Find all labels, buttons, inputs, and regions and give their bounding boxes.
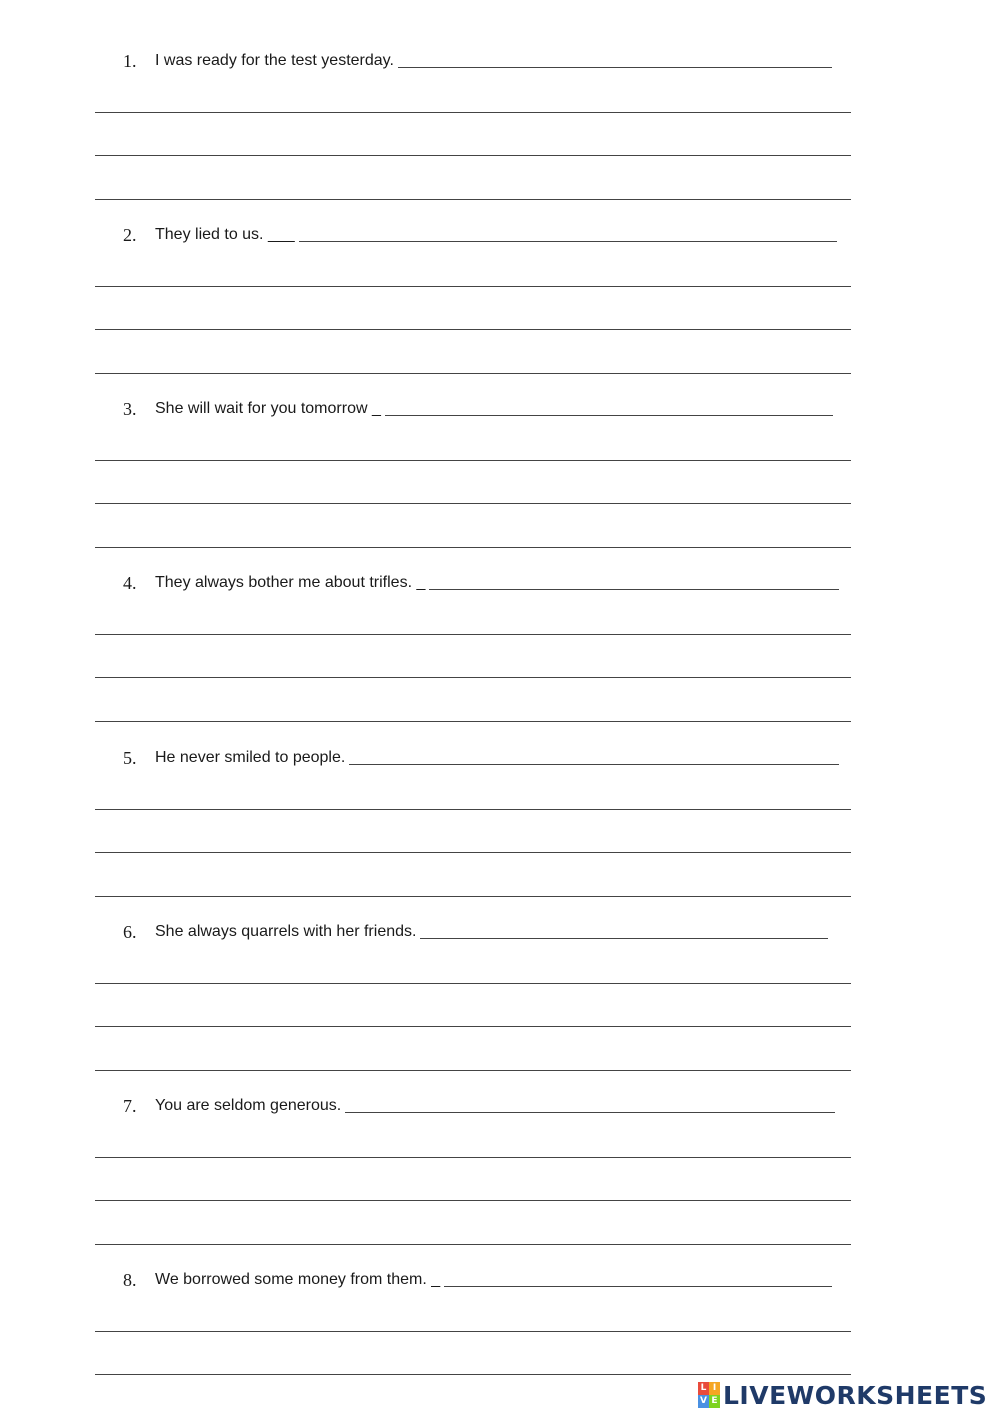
question-6	[0, 871, 1000, 1045]
question-line	[123, 570, 839, 594]
question-prompt: They always bother me about trifles. _	[155, 574, 426, 591]
answer-line[interactable]	[95, 286, 851, 287]
answer-blank[interactable]	[349, 746, 839, 765]
question-number: 4.	[123, 573, 137, 593]
question-prompt: They lied to us. ___	[155, 226, 295, 243]
answer-blank[interactable]	[444, 1268, 832, 1287]
question-7	[0, 1045, 1000, 1219]
question-prompt: She always quarrels with her friends.	[155, 923, 417, 940]
question-number: 1.	[123, 51, 137, 71]
question-2	[0, 174, 1000, 348]
question-number: 7.	[123, 1096, 137, 1116]
question-number: 2.	[123, 225, 137, 245]
question-prompt: She will wait for you tomorrow _	[155, 400, 381, 417]
question-number: 8.	[123, 1270, 137, 1290]
question-prompt: We borrowed some money from them. _	[155, 1271, 441, 1288]
answer-line[interactable]	[95, 112, 851, 113]
question-line	[123, 396, 833, 420]
answer-line[interactable]	[95, 460, 851, 461]
question-prompt: You are seldom generous.	[155, 1097, 342, 1114]
answer-line[interactable]	[95, 329, 851, 330]
answer-line[interactable]	[95, 983, 851, 984]
answer-blank[interactable]	[299, 223, 837, 242]
answer-line[interactable]	[95, 852, 851, 853]
brand-name: LIVEWORKSHEETS	[723, 1380, 988, 1410]
answer-line[interactable]	[95, 1200, 851, 1201]
question-prompt: He never smiled to people.	[155, 749, 346, 766]
question-line	[123, 745, 839, 769]
question-line	[123, 919, 828, 943]
question-number: 5.	[123, 748, 137, 768]
answer-line[interactable]	[95, 155, 851, 156]
question-prompt: I was ready for the test yesterday.	[155, 52, 394, 69]
question-5	[0, 697, 1000, 871]
liveworksheets-brand	[698, 1380, 987, 1410]
question-4	[0, 522, 1000, 696]
answer-line[interactable]	[95, 809, 851, 810]
answer-blank[interactable]	[385, 397, 833, 416]
answer-line[interactable]	[95, 503, 851, 504]
answer-blank[interactable]	[345, 1094, 835, 1113]
question-line	[123, 1093, 835, 1117]
liveworksheets-logo-icon: L I V E	[698, 1382, 720, 1408]
question-line	[123, 48, 832, 72]
question-number: 6.	[123, 922, 137, 942]
question-3	[0, 348, 1000, 522]
answer-line[interactable]	[95, 1374, 851, 1375]
question-1	[0, 0, 1000, 174]
answer-blank[interactable]	[420, 920, 828, 939]
question-line	[123, 222, 837, 246]
answer-line[interactable]	[95, 1026, 851, 1027]
answer-blank[interactable]	[398, 49, 832, 68]
answer-line[interactable]	[95, 1331, 851, 1332]
question-line	[123, 1267, 832, 1291]
answer-line[interactable]	[95, 1157, 851, 1158]
answer-line[interactable]	[95, 677, 851, 678]
question-number: 3.	[123, 399, 137, 419]
answer-line[interactable]	[95, 634, 851, 635]
question-8	[0, 1219, 1000, 1393]
answer-blank[interactable]	[429, 571, 839, 590]
